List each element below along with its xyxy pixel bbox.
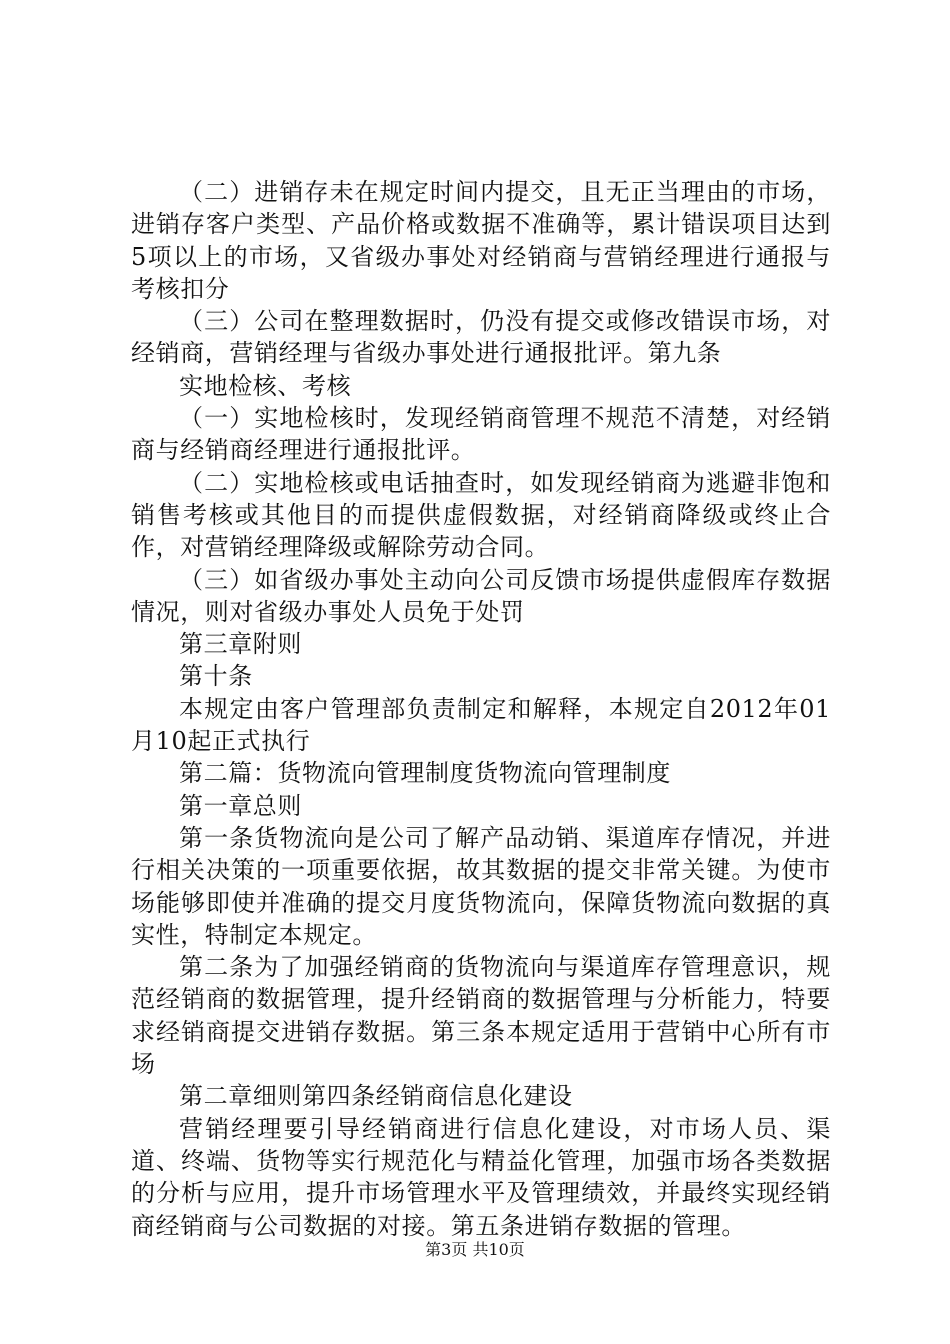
chapter-heading: 第二章细则第四条经销商信息化建设 [179, 1082, 573, 1111]
document-body [131, 176, 831, 1242]
paragraph: 实地检核、考核 [179, 371, 352, 400]
paragraph: （二）实地检核或电话抽查时，如发现经销商为逃避非饱和销售考核或其他目的而提供虚假数据，对经销商降级或终止合作，对营销经理降级或解除劳动合同。 [131, 468, 831, 562]
paragraph: （二）进销存未在规定时间内提交，且无正当理由的市场，进销存客户类型、产品价格或数据不准确等，累计错误项目达到5项以上的市场，又省级办事处对经销商与营销经理进行通报与考核扣分 [131, 178, 831, 303]
paragraph: （三）公司在整理数据时，仍没有提交或修改错误市场，对经销商，营销经理与省级办事处进行通报批评。第九条 [131, 307, 831, 368]
page-number: 第3页 共10页 [425, 1240, 525, 1259]
paragraph: （三）如省级办事处主动向公司反馈市场提供虚假库存数据情况，则对省级办事处人员免于处罚 [131, 565, 831, 626]
article-heading: 第十条 [179, 662, 253, 691]
section-heading: 第二篇：货物流向管理制度货物流向管理制度 [179, 759, 671, 788]
paragraph: 营销经理要引导经销商进行信息化建设，对市场人员、渠道、终端、货物等实行规范化与精益化管理，加强市场各类数据的分析与应用，提升市场管理水平及管理绩效，并最终实现经销商经销商与公司数据的对接。第五条进销存数据的管理。 [131, 1114, 831, 1240]
chapter-heading: 第三章附则 [179, 630, 302, 659]
page-footer [0, 1240, 950, 1260]
paragraph: 第二条为了加强经销商的货物流向与渠道库存管理意识，规范经销商的数据管理，提升经销商的数据管理与分析能力，特要求经销商提交进销存数据。第三条本规定适用于营销中心所有市场 [131, 953, 831, 1079]
paragraph: （一）实地检核时，发现经销商管理不规范不清楚，对经销商与经销商经理进行通报批评。 [131, 404, 831, 465]
paragraph: 本规定由客户管理部负责制定和解释，本规定自2012年01月10起正式执行 [131, 694, 831, 756]
chapter-heading: 第一章总则 [179, 791, 302, 820]
paragraph: 第一条货物流向是公司了解产品动销、渠道库存情况，并进行相关决策的一项重要依据，故其数据的提交非常关键。为使市场能够即使并准确的提交月度货物流向，保障货物流向数据的真实性，特制定本规定。 [131, 823, 831, 949]
